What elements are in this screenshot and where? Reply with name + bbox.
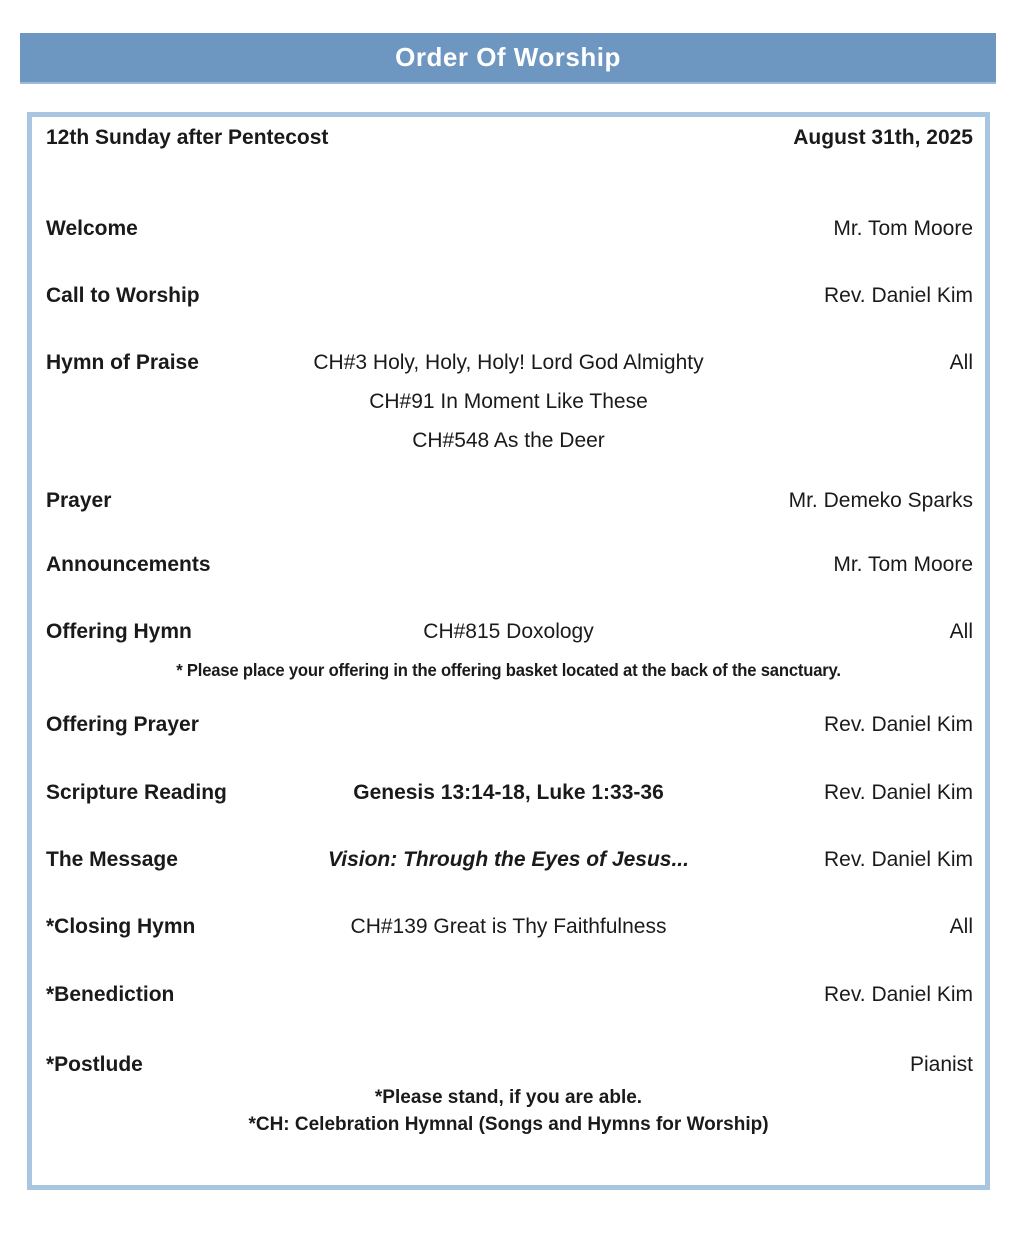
hymnal-note: *CH: Celebration Hymnal (Songs and Hymns for Worship): [248, 1114, 769, 1135]
item-person: All: [949, 915, 973, 938]
item-label: *Benediction: [46, 983, 175, 1006]
item-person: All: [949, 620, 973, 643]
item-label: Offering Prayer: [46, 713, 199, 736]
item-person: Rev. Daniel Kim: [824, 781, 973, 804]
hymn-line: CH#139 Great is Thy Faithfulness: [350, 915, 667, 938]
item-person: Mr. Tom Moore: [833, 217, 973, 240]
item-person: Rev. Daniel Kim: [824, 848, 973, 871]
hymn-line: CH#548 As the Deer: [412, 429, 605, 452]
service-date: August 31th, 2025: [793, 126, 973, 149]
scripture-reference: Genesis 13:14-18, Luke 1:33-36: [353, 781, 664, 804]
item-person: All: [949, 351, 973, 374]
item-label: Welcome: [46, 217, 138, 240]
item-person: Mr. Demeko Sparks: [788, 489, 973, 512]
hymn-line: CH#91 In Moment Like These: [369, 390, 648, 413]
stand-note: *Please stand, if you are able.: [374, 1087, 643, 1108]
item-person: Mr. Tom Moore: [833, 553, 973, 576]
sermon-title: Vision: Through the Eyes of Jesus...: [328, 848, 689, 871]
item-label: Hymn of Praise: [46, 351, 199, 374]
offering-note: * Please place your offering in the offering basket located at the back of the sanctuary.: [176, 660, 841, 680]
item-person: Rev. Daniel Kim: [824, 284, 973, 307]
item-person: Rev. Daniel Kim: [824, 713, 973, 736]
item-person: Pianist: [909, 1053, 973, 1076]
service-item-prayer: [32, 481, 985, 520]
item-person: Rev. Daniel Kim: [824, 983, 973, 1006]
service-item-postlude: [32, 1045, 985, 1084]
service-item-call-to-worship: [32, 276, 985, 315]
header-row: [32, 118, 985, 157]
hymn-line: CH#3 Holy, Holy, Holy! Lord God Almighty: [313, 351, 704, 374]
item-label: Call to Worship: [46, 284, 200, 307]
item-label: Scripture Reading: [46, 781, 227, 804]
title-banner: [20, 33, 996, 84]
item-label: Prayer: [46, 489, 112, 512]
service-item-announcements: [32, 545, 985, 584]
item-label: Announcements: [46, 553, 211, 576]
service-item-benediction: [32, 975, 985, 1014]
item-label: *Postlude: [46, 1053, 143, 1076]
service-item-hymn-of-praise: [32, 343, 985, 460]
item-label: *Closing Hymn: [46, 915, 196, 938]
item-label: Offering Hymn: [46, 620, 192, 643]
service-item-closing-hymn: [32, 907, 985, 946]
service-item-offering-hymn: [32, 612, 985, 651]
footer-notes: [32, 1084, 985, 1138]
order-of-worship-sheet: [27, 112, 990, 1190]
hymn-line: CH#815 Doxology: [423, 620, 594, 643]
item-label: The Message: [46, 848, 178, 871]
page-title: Order Of Worship: [395, 42, 621, 72]
service-item-scripture-reading: [32, 773, 985, 812]
service-item-welcome: [32, 209, 985, 248]
service-item-offering-prayer: [32, 705, 985, 744]
service-item-the-message: [32, 840, 985, 879]
sunday-title: 12th Sunday after Pentecost: [46, 126, 329, 149]
